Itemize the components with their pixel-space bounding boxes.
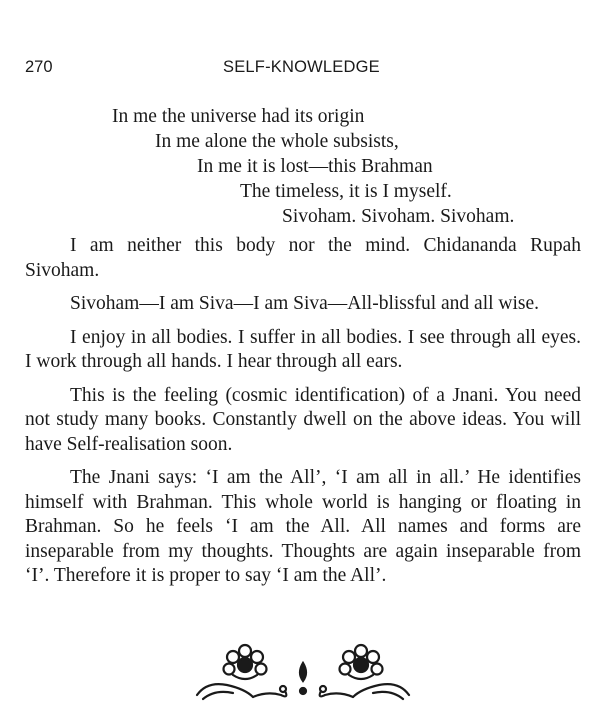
flower-ornament-icon — [193, 637, 413, 703]
page-header — [25, 58, 585, 82]
page-number: 270 — [25, 58, 53, 76]
right-flower-icon — [320, 645, 409, 699]
paragraph: The Jnani says: ‘I am the All’, ‘I am all in all.’ He identifies himself with Brahman. This whole world is hanging or floating in Brahman. So he feels ‘I am the All. All names and forms are inseparable from my thoughts. Thoughts are again inseparable from ‘I’. Therefore it is proper to say ‘I am the All’. — [25, 467, 581, 586]
left-flower-icon — [197, 645, 286, 699]
paragraph: I enjoy in all bodies. I suffer in all bodies. I see through all eyes. I work through all hands. I hear through all ears. — [25, 326, 581, 372]
verse-line: In me it is lost—this Brahman — [197, 156, 433, 177]
verse-line: Sivoham. Sivoham. Sivoham. — [282, 206, 515, 227]
paragraph: I am neither this body nor the mind. Chidananda Rupah Sivoham. — [25, 235, 581, 281]
verse-line: In me alone the whole subsists, — [155, 131, 399, 152]
paragraph: This is the feeling (cosmic identification) of a Jnani. You need not study many books. Constantly dwell on the above ideas. You will have Self-realisation soon. — [25, 384, 581, 455]
verse-line: In me the universe had its origin — [112, 106, 365, 127]
paragraph: Sivoham—I am Siva—I am Siva—All-blissful and all wise. — [70, 293, 540, 314]
running-title: SELF-KNOWLEDGE — [223, 58, 380, 76]
body-text — [25, 234, 581, 598]
verse-line: The timeless, it is I myself. — [240, 181, 452, 202]
